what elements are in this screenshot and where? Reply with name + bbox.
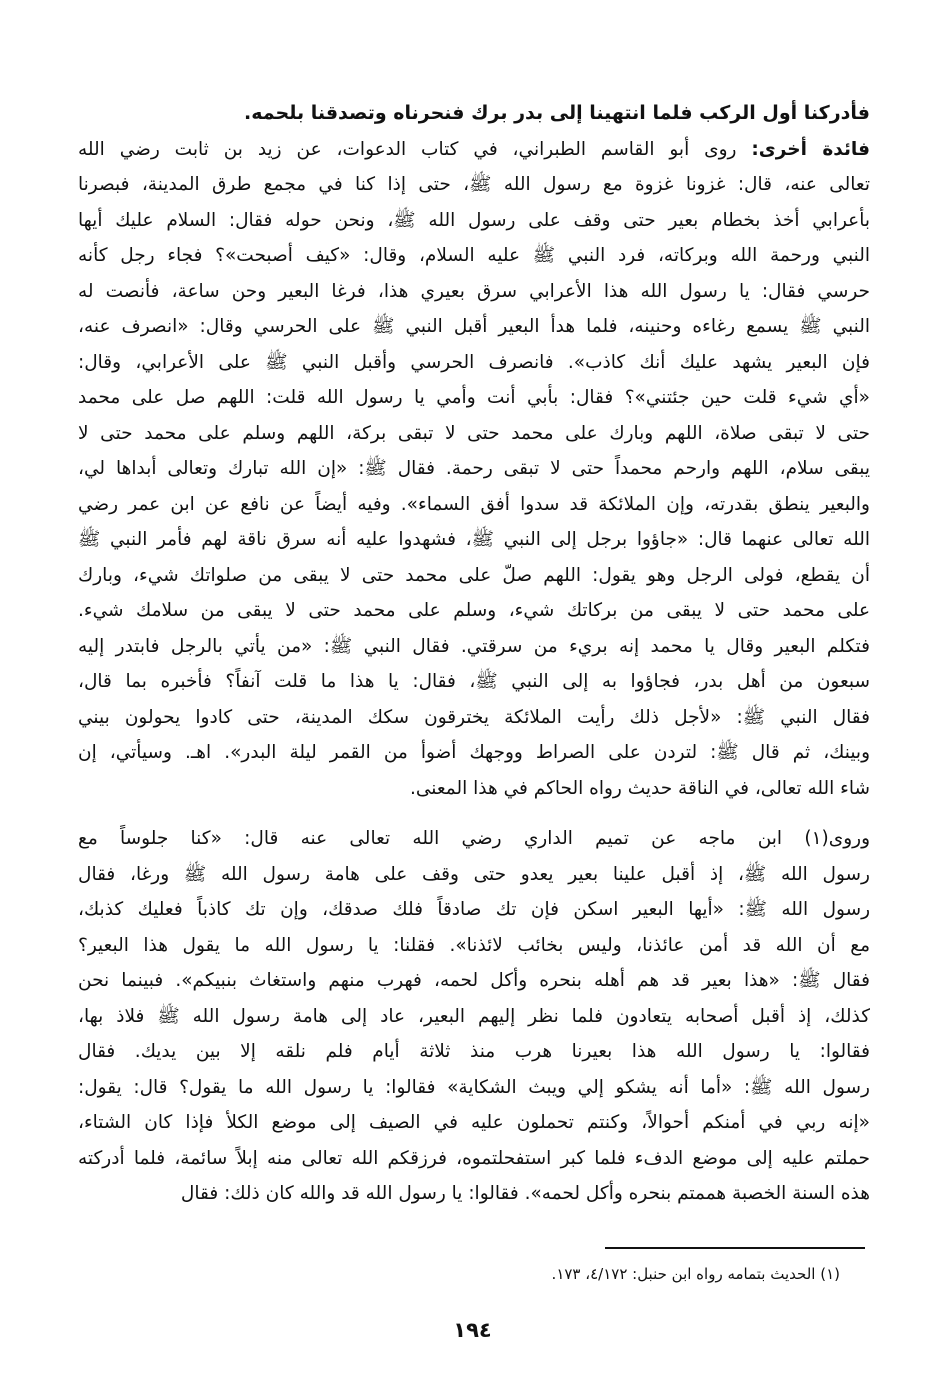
page-number: ١٩٤ <box>453 1318 492 1342</box>
text-line: والبعير ينطق بقدرته، وإن الملائكة قد سدوا أفق السماء». وفيه أيضاً عن نافع عن ابن عمر رضي <box>78 493 870 515</box>
text-line: الله تعالى عنهما قال: «جاؤوا برجل إلى النبي ﷺ، فشهدوا عليه أنه سرق ناقة لهم فأمر النبي ﷺ <box>78 529 870 550</box>
paragraph-heading: فائدة أخرى: <box>751 138 870 160</box>
text-line: حتى لا تبقى صلاة، اللهم وبارك على محمد حتى لا تبقى بركة، اللهم وسلم على محمد حتى لا <box>78 422 870 444</box>
text-line: شاء الله تعالى، في الناقة حديث رواه الحاكم في هذا المعنى. <box>409 777 870 799</box>
text-line: رسول الله ﷺ، إذ أقبل علينا بعير يعدو حتى وقف على هامة رسول الله ﷺ ورغا، فقال <box>78 863 870 885</box>
footnote-separator <box>605 1247 865 1249</box>
text-line: سبعون من أهل بدر، فجاؤوا به إلى النبي ﷺ، فقال: يا هذا ما قلت آنفاً؟ فأخبره بما قال، <box>78 671 870 692</box>
footnote: (١) الحديث بتمامه رواه ابن حنبل: ٤/١٧٢، ١٧٣. <box>551 1265 840 1283</box>
text-line <box>78 132 870 168</box>
text-line: تعالى عنه، قال: غزونا غزوة مع رسول الله ﷺ، حتى إذا كنا في مجمع طرق المدينة، فبصرنا <box>78 174 870 195</box>
opening-line: فأدركنا أول الركب فلما انتهينا إلى بدر برك فنحرناه وتصدقنا بلحمه. <box>244 102 870 124</box>
text-line: فقال ﷺ: «هذا بعير قد هم أهله بنحره وأكل لحمه، فهرب منهم واستغاث بنبيكم». فبينما نحن <box>78 970 870 991</box>
text-line: فإن البعير يشهد عليك أنك كاذب». فانصرف الحرسي وأقبل النبي ﷺ على الأعرابي، وقال: <box>78 351 870 373</box>
text-line: وبينك، ثم قال ﷺ: لتردن على الصراط ووجهك أضوأ من القمر ليلة البدر». اهـ. وسيأتي، إن <box>78 742 870 763</box>
text-line: حملتم عليه إلى موضع الدفء فلما كبر استفحلتموه، فرزقكم الله تعالى منه إبلاً سائمة، فلما أدركته <box>78 1147 870 1169</box>
text-line: بأعرابي أخذ بخطام بعير حتى وقف على رسول الله ﷺ، ونحن حوله فقال: السلام عليك أيها <box>78 209 870 231</box>
text-line: كذلك، إذ أقبل أصحابه يتعادون فلما نظر إليهم البعير، عاد إلى هامة رسول الله ﷺ فلاذ بها، <box>78 1005 870 1027</box>
text-line: النبي ﷺ يسمع رغاءه وحنينه، فلما هدأ البعير أقبل النبي ﷺ على الحرسي وقال: «انصرف عنه، <box>78 316 870 337</box>
paragraph-ibn-majah <box>78 821 870 1212</box>
text-line: أن يقطع، فولى الرجل وهو يقول: اللهم صلّ على محمد حتى لا يبقى من صلواتك شيء، وبارك <box>78 564 870 586</box>
line-text: روى أبو القاسم الطبراني، في كتاب الدعوات، عن زيد بن ثابت رضي الله <box>78 138 737 160</box>
paragraph-faida <box>78 132 870 807</box>
text-line: مع أن الله قد أمن عائذنا، وليس بخائب لائذنا». فقلنا: يا رسول الله ما يقول هذا البعير؟ <box>78 934 870 956</box>
text-line: فقالوا: يا رسول الله هذا بعيرنا هرب منذ ثلاثة أيام فلم نلقه إلا بين يديك. فقال <box>78 1041 870 1062</box>
text-line: حرسي فقال: يا رسول الله هذا الأعرابي سرق بعيري هذا، فرغا البعير وحن ساعة، فأنصت له <box>78 280 870 302</box>
text-line: «إنه ربي في أمنكم أحوالاً، وكنتم تحملون عليه في الصيف إلى موضع الكلأ فإذا كان الشتاء، <box>78 1112 870 1133</box>
text-line: رسول الله ﷺ: «أما أنه يشكو إلي ويبث الشكاية» فقالوا: يا رسول الله ما يقول؟ قال: يقول: <box>78 1076 870 1098</box>
text-line: النبي ورحمة الله وبركاته، فرد النبي ﷺ عليه السلام، وقال: «كيف أصبحت»؟ فجاء رجل كأنه <box>78 245 870 266</box>
text-line: يبقى سلام، اللهم وارحم محمداً حتى لا تبقى رحمة. فقال ﷺ: «إن الله تبارك وتعالى أبداها لي، <box>78 458 870 479</box>
text-line: فقال النبي ﷺ: «لأجل ذلك رأيت الملائكة يخترقون سكك المدينة، حتى كادوا يحولون بيني <box>78 706 870 728</box>
text-line: هذه السنة الخصبة هممتم بنحره وأكل لحمه». فقالوا: يا رسول الله قد والله كان ذلك: فقال <box>180 1183 870 1204</box>
text-line: فتكلم البعير وقال يا محمد إنه بريء من سرقتي. فقال النبي ﷺ: «من يأتي بالرجل فابتدر إليه <box>78 635 870 657</box>
text-line: على محمد حتى لا يبقى من بركاتك شيء، وسلم على محمد حتى لا يبقى من سلامك شيء. <box>78 600 870 621</box>
text-line: «أي شيء قلت حين جئتني»؟ فقال: بأبي أنت وأمي يا رسول الله قلت: اللهم صل على محمد <box>78 387 870 408</box>
text-line: وروى(١) ابن ماجه عن تميم الداري رضي الله تعالى عنه قال: «كنا جلوساً مع <box>78 828 870 849</box>
text-line: رسول الله ﷺ: «أيها البعير اسكن فإن تك صادقاً فلك صدقك، وإن تك كاذباً فعليك كذبك، <box>78 899 870 920</box>
paragraph-gap <box>78 806 870 821</box>
